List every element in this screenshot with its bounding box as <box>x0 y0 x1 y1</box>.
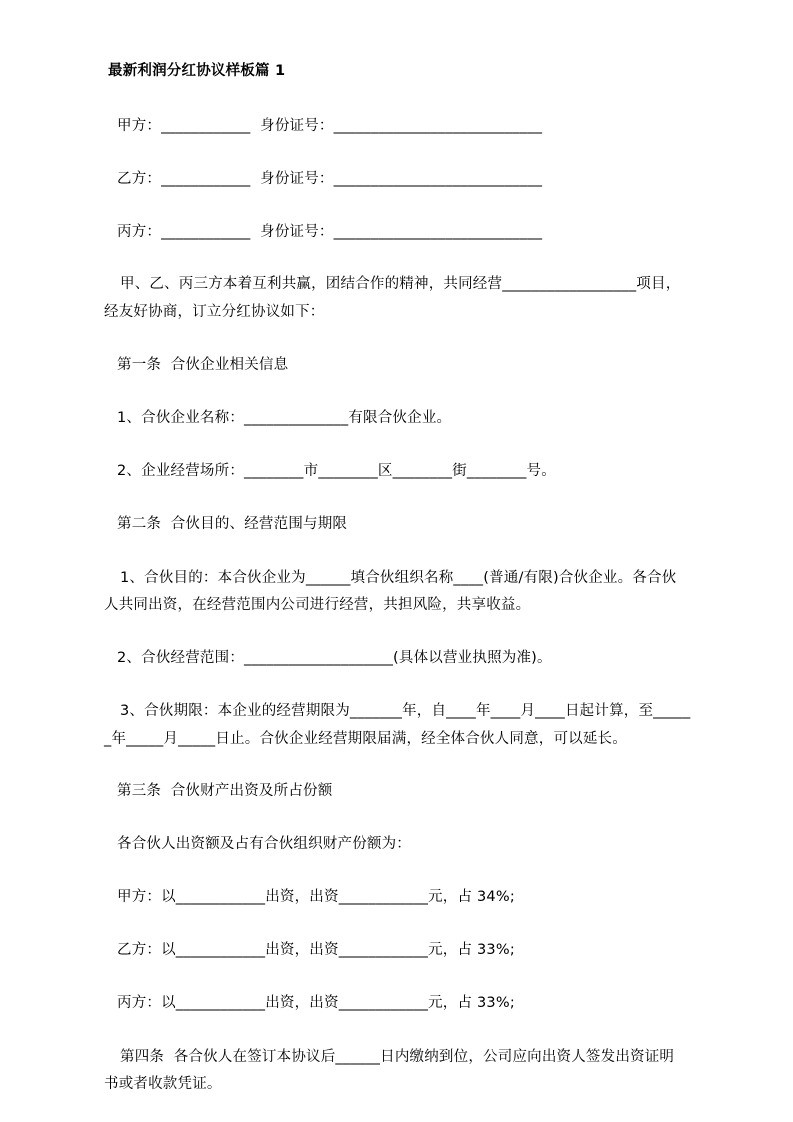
article-3-bing-contribution: 丙方：以____________出资，出资____________元，占 33%; <box>117 995 515 1011</box>
intro-paragraph-line-1: 甲、乙、丙三方本着互利共赢，团结合作的精神，共同经营__________________项目， <box>120 276 681 292</box>
article-1-item-2: 2、企业经营场所：________市________区________街________号。 <box>117 463 556 479</box>
article-1-heading: 第一条 合伙企业相关信息 <box>117 357 289 373</box>
article-2-item-3-line-2: _年_____月_____日止。合伙企业经营期限届满，经全体合伙人同意，可以延长。 <box>104 731 627 747</box>
article-4-line-2: 书或者收款凭证。 <box>104 1076 222 1092</box>
article-2-item-1-line-1: 1、合伙目的：本合伙企业为______填合伙组织名称____(普通/有限)合伙企业。各合伙 <box>120 570 677 586</box>
article-3-yi-contribution: 乙方：以____________出资，出资____________元，占 33%; <box>117 942 515 958</box>
article-2-heading: 第二条 合伙目的、经营范围与期限 <box>117 516 348 532</box>
article-2-item-2: 2、合伙经营范围：____________________(具体以营业执照为准)。 <box>117 650 552 666</box>
article-1-item-1: 1、合伙企业名称：______________有限合伙企业。 <box>117 410 452 426</box>
article-3-jia-contribution: 甲方：以____________出资，出资____________元，占 34%; <box>117 889 515 905</box>
party-bing-line: 丙方：____________ 身份证号：____________________________ <box>117 224 543 240</box>
party-jia-line: 甲方：____________ 身份证号：____________________________ <box>117 118 543 134</box>
article-4-line-1: 第四条 各合伙人在签订本协议后______日内缴纳到位，公司应向出资人签发出资证明 <box>120 1049 675 1065</box>
article-3-intro: 各合伙人出资额及占有合伙组织财产份额为： <box>117 836 411 852</box>
article-2-item-3-line-1: 3、合伙期限：本企业的经营期限为_______年，自____年____月____日起计算，至_____ <box>120 703 691 719</box>
party-yi-line: 乙方：____________ 身份证号：____________________________ <box>117 171 543 187</box>
article-3-heading: 第三条 合伙财产出资及所占份额 <box>117 783 333 799</box>
document-title: 最新利润分红协议样板篇 1 <box>108 63 286 79</box>
intro-paragraph-line-2: 经友好协商，订立分红协议如下： <box>104 304 325 320</box>
article-2-item-1-line-2: 人共同出资，在经营范围内公司进行经营，共担风险，共享收益。 <box>104 597 531 613</box>
